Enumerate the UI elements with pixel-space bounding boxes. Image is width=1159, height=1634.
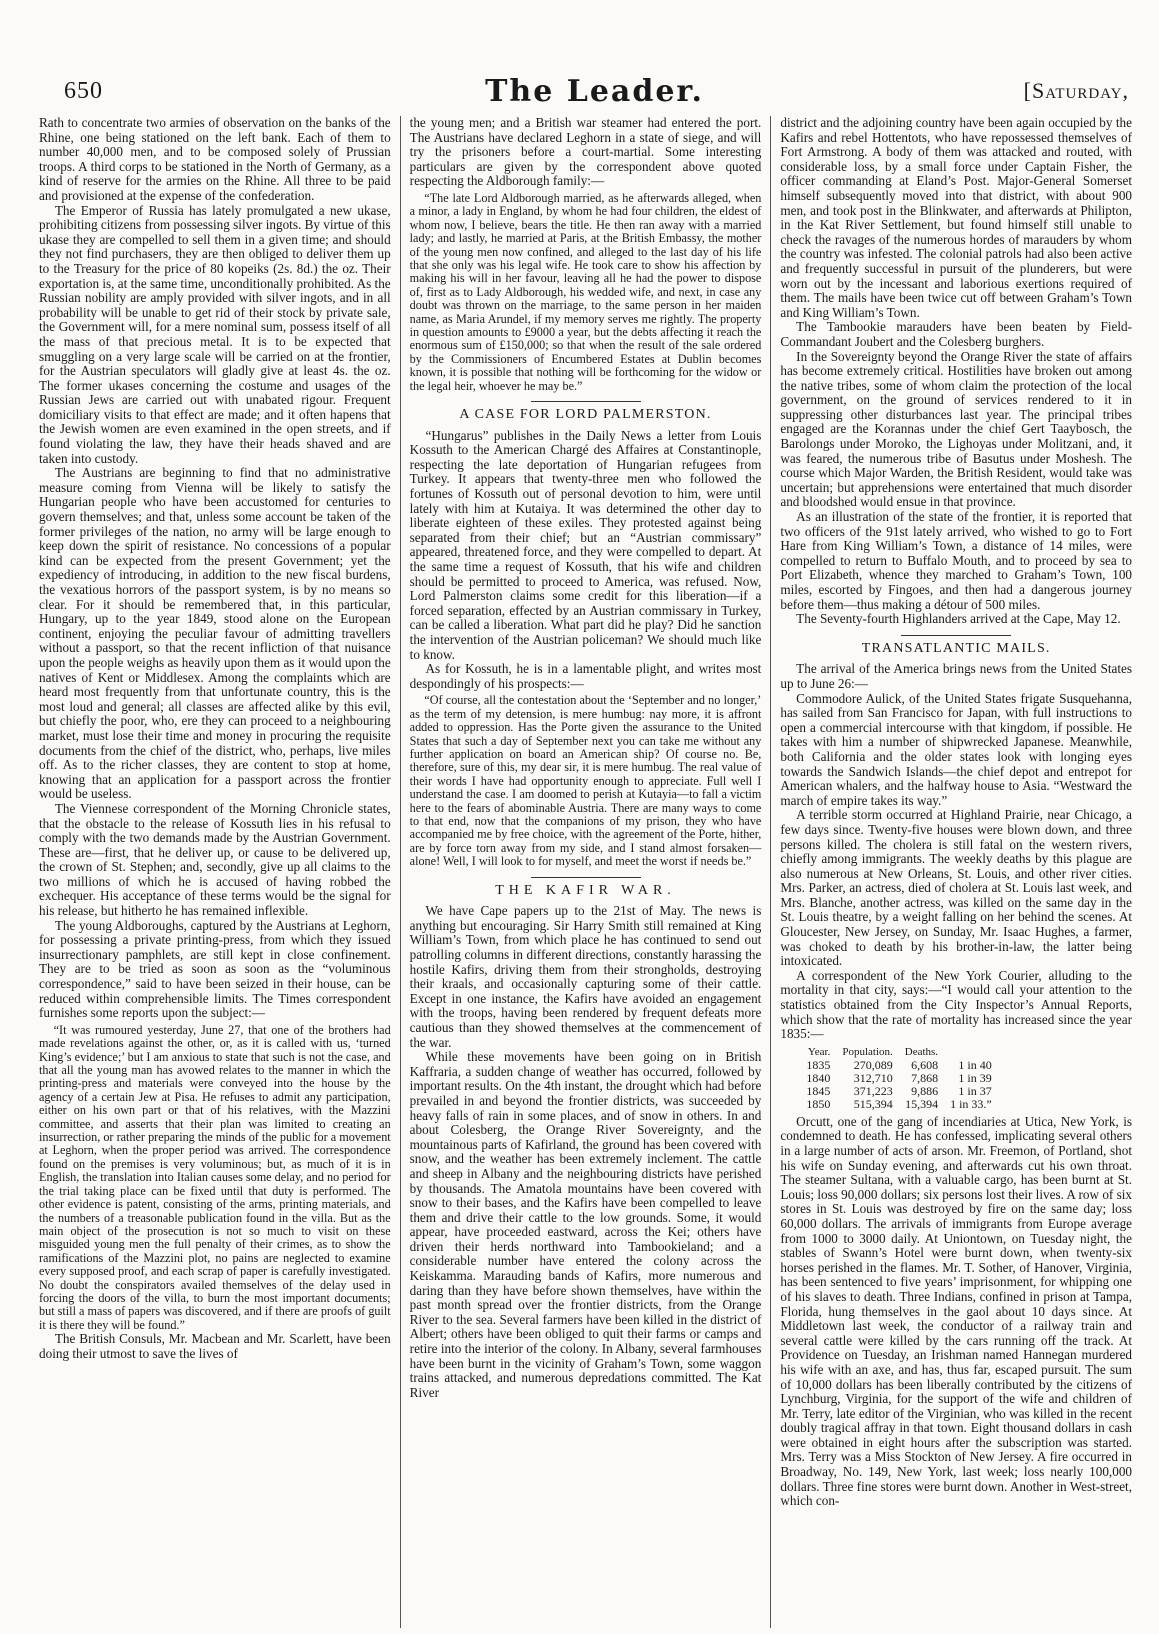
- article-paragraph: the young men; and a British war steamer had entered the port. The Austrians have declared Leghorn in a state of siege, and will try the prisoners before a court-martial. Some interesting particulars are given by the correspondent above quoted respecting the Aldborough family:—: [409, 116, 762, 189]
- article-columns: [30, 116, 1141, 1628]
- article-paragraph: “Hungarus” publishes in the Daily News a letter from Louis Kossuth to the American Chargé des Affaires at Constantinople, respecting the late deportation of Hungarian refugees from Turkey. It appears that twenty-three men who followed the fortunes of Kossuth out of personal devotion to him, were until lately with him at Kutaiya. It was determined the other day to liberate eighteen of these exiles. They protested against being separated from their chief; but an “Austrian commissary” appeared, threatened force, and they were compelled to depart. At the same time a request of Kossuth, that his wife and children should be permitted to proceed to America, was refused. Now, Lord Palmerston claims some credit for this liberation—if a forced separation, effected by an Austrian commissary in Turkey, can be called a liberation. What part did he play? Did he sanction the intervention of the Austrian policeman? We should much like to know.: [409, 427, 762, 662]
- article-paragraph: district and the adjoining country have been again occupied by the Kafirs and rebel Hottentots, who have repossessed themselves of Fort Armstrong. A body of them was attacked and routed, with considerable loss, by a small force under Captain Fisher, the officer commanding at Eland’s Post. Major-General Somerset himself subsequently moved into that district, with about 900 men, and took post in the Blinkwater, and afterwards at Philipton, in the Kat River Settlement, but found himself still unable to check the ravages of the numerous hordes of marauders by whom the country was infested. The colonial patrols had also been active and frequently successful in pursuit of the plunderers, but were worn out by the incessant and laborious exertions required of them. The mails have been twice cut off between Graham’s Town and King William’s Town.: [780, 116, 1133, 320]
- article-paragraph: The Tambookie marauders have been beaten by Field-Commandant Joubert and the Colesberg burghers.: [780, 319, 1133, 349]
- article-paragraph: Orcutt, one of the gang of incendiaries at Utica, New York, is condemned to death. He has confessed, implicating several others in a large number of acts of arson. Mr. Freemon, of Portland, shot his wife on Sunday evening, and afterwards cut his own throat. The steamer Sultana, with a valuable cargo, has been burnt at St. Louis; loss 90,000 dollars; six persons lost their lives. A row of six stores in St. Louis was destroyed by fire on the same day; loss 60,000 dollars. The arrivals of immigrants from Europe average from 1000 to 3000 daily. At Uniontown, on Tuesday night, the stables of Swann’s Hotel were burnt down, when twenty-six horses perished in the flames. Mr. T. Sother, of Hanover, Virginia, has been sentenced to five years’ imprisonment, for whipping one of his slaves to death. Three Indians, confined in prison at Tampa, Florida, hung themselves in the gaol about 10 days since. At Middletown last week, the conductor of a railway train and several cattle were killed by the cars running off the track. At Providence on Tuesday, an Irishman named Hannegan murdered his wife with an axe, and has, thus far, escaped pursuit. The sum of 10,000 dollars has been liberally contributed by the citizens of Lynchburg, Virginia, for the support of the wife and children of Mr. Terry, late editor of the Virginian, who was killed in the recent doubly tragical affray in that town. Eight thousand dollars in cash were obtained in eight hours after the subscription was started. Mrs. Terry was a Miss Stockton of New Jersey. A fire occurred in Broadway, No. 149, New York, last week; loss nearly 100,000 dollars. Three fine stores were burnt down. Another in West-street, which con-: [780, 1113, 1133, 1509]
- article-paragraph: The Austrians are beginning to find that no administrative measure coming from Vienna will be likely to satisfy the Hungarian people who have been accustomed for centuries to govern themselves; and that, unless some account be taken of the former privileges of the nation, no army will be large enough to keep down the spirit of resistance. No concessions of a popular kind can be expected from the present Government; yet the expediency of introducing, in addition to the new fiscal burdens, the vexatious horrors of the passport system, is by no means so clear. For it should be remembered that, in this particular, Hungary, up to the year 1849, stood alone on the European continent, enjoying the peculiar favour of admitting travellers without a passport, so that the recent infliction of that nuisance upon the people weighs as heavily upon them as it would upon the natives of Kent or Middlesex. Among the complaints which are heard most frequently from that unfortunate country, this is the most loud and general; all classes are affected alike by this evil, but chiefly the poor, who, ere they can proceed to a neighbouring market, must lose their time and money in procuring the requisite documents from the chief of the district, who, perhaps, live miles off. As to the richer classes, they are content to stop at home, knowing that an application for a passport across the frontier would be useless.: [39, 465, 391, 802]
- table-row: [800, 1085, 997, 1098]
- table-cell: 1 in 33.”: [950, 1096, 992, 1111]
- article-paragraph: The Emperor of Russia has lately promulgated a new ukase, prohibiting citizens from possessing silver ingots. By virtue of this ukase they are compelled to sell them in a given time; and should they not find purchasers, they are then obliged to deliver them up to the Treasury for the price of 80 kopeiks (2s. 8d.) the oz. Their exportation is, at the same time, unconditionally prohibited. As the Russian nobility are amply provided with silver ingots, and in all probability will be unable to get rid of their stock by private sale, the Government will, for a mere nominal sum, possess itself of all the mass of that precious metal. It is to be expected that smuggling on a very large scale will be carried on at the frontier, for the Austrian speculators will gladly give at least 4s. the oz. The former ukases concerning the costume and usages of the Russian Jews are carried out with unabated rigour. Frequent domiciliary visits to that effect are made; and it often hapens that the Jewish women are even examined in the open streets, and if found violating the law, they have their heads shaved and are taken into custody.: [39, 202, 391, 466]
- table-cell: 371,223: [853, 1083, 893, 1098]
- page-header: [60, 74, 1129, 114]
- section-heading: TRANSATLANTIC MAILS.: [861, 640, 1051, 656]
- table-header: Population.: [842, 1045, 893, 1058]
- table-cell: 1840: [806, 1070, 831, 1085]
- article-paragraph: The young Aldboroughs, captured by the Austrians at Leghorn, for possessing a private printing-press, from which they issued insurrectionary pamphlets, are still kept in close confinement. They are to be tried as soon as soon as the “voluminous correspondence,” said to have been seized in their house, can be reduced within comprehensible limits. The Times correspondent furnishes some reports upon the subject:—: [39, 917, 391, 1021]
- table-row: [800, 1098, 997, 1111]
- section-divider: [531, 877, 641, 878]
- table-cell: 7,868: [911, 1070, 939, 1085]
- table-cell: 15,394: [905, 1096, 939, 1111]
- table-cell: 1845: [806, 1083, 831, 1098]
- article-paragraph: The Viennese correspondent of the Morning Chronicle states, that the obstacle to the release of Kossuth lies in his refusal to comply with the two demands made by the Austrian Government. These are—first, that he deliver up, or cause to be delivered up, the crown of St. Stephen; and, secondly, give up all claims to the two millions of which he is accused of having robbed the exchequer. His acceptance of these terms would be the signal for his release, but hitherto he has remained inflexible.: [39, 800, 391, 919]
- article-paragraph: A terrible storm occurred at Highland Prairie, near Chicago, a few days since. Twenty-five houses were blown down, and three persons killed. The cholera is still fatal on the western rivers, chiefly among immigrants. The weekly deaths by this plague are also numerous at New Orleans, St. Louis, and other river cities. Mrs. Parker, an actress, died of cholera at St. Louis last week, and Mrs. Blanche, another actress, was killed on the same day in the St. Louis theatre, by a weight falling on her behind the scenes. At Gloucester, New Jersey, on Sunday, Mr. Isaac Hughes, a farmer, was choked to death by his brother-in-law, the latter being intoxicated.: [780, 807, 1133, 969]
- section-divider: [531, 401, 641, 402]
- section-heading: A CASE FOR LORD PALMERSTON.: [459, 407, 712, 423]
- article-paragraph: In the Sovereignty beyond the Orange River the state of affairs has become extremely critical. Hostilities have broken out among the native tribes, some of whom claim the protection of the local government, on the ground of services rendered to it in suppressing other disturbances last year. The principal tribes engaged are the Korannas under the chief Gert Taaybosch, the Barolongs under Moroko, the Lighoyas under Molitzani, and, it was feared, the numerous tribe of Basutus under Moshesh. The course which Major Warden, the British Resident, would take was uncertain; but apprehensions were entertained that much disorder and bloodshed would ensue in that province.: [780, 348, 1133, 510]
- table-cell: 270,089: [853, 1057, 893, 1072]
- table-row: [800, 1072, 997, 1085]
- article-paragraph: A correspondent of the New York Courier, alluding to the mortality in that city, says:—“I would call your attention to the statistics obtained from the City Inspector’s Annual Reports, which show that the rate of mortality has increased since the year 1835:—: [780, 967, 1133, 1042]
- table-cell: 6,608: [911, 1057, 939, 1072]
- table-header: [944, 1046, 998, 1059]
- article-paragraph: We have Cape papers up to the 21st of May. The news is anything but encouraging. Sir Harry Smith still remained at King William’s Town, from which place he has continued to send out patrolling columns in different directions, constantly harassing the hostile Kafirs, driving them from their strongholds, destroying their kraals, and occasionally capturing some of their cattle. Except in one instance, the Kafirs have avoided an engagement with the troops, having been rendered by frequent defeats more cautious than they showed themselves at the commencement of the war.: [409, 903, 762, 1050]
- article-paragraph: As an illustration of the state of the frontier, it is reported that two officers of the 91st lately arrived, who wished to go to Fort Hare from King William’s Town, a distance of 14 miles, were compelled to return to Buffalo Mouth, and to proceed by sea to Port Elizabeth, whence they marched to Graham’s Town, 100 miles, escorted by Fingoes, and then had a dangerous journey before them—thus making a détour of 500 miles.: [780, 509, 1133, 612]
- quoted-letter: “Of course, all the contestation about the ‘September and no longer,’ as the term of my detension, is mere humbug: nay more, it is affront added to oppression. Has the Porte given the assurance to the United States that such a day of September next you can take me without any further application on board an American ship? Of course no. Be, therefore, sure of this, my dear sir, it is mere humbug. The real value of their words I have had opportunity enough to appreciate. Full well I understand the case. I am doomed to perish at Kutayia—to fall a victim here to the fears of abominable Austria. There are many ways to come to that end, now that the companions of my prison, they who have accompanied me by free choice, with the agreement of the Porte, hither, are by force torn away from my side, and I stand almost forsaken—alone! Well, I will look to for myself, and meet the worst if needs be.”: [409, 693, 762, 869]
- quoted-letter: “It was rumoured yesterday, June 27, that one of the brothers had made revelations against the other, or, as it is called with us, ‘turned King’s evidence;’ but I am anxious to state that such is not the case, and that all the young man has avowed relates to the manner in which the printing-press and materials were conveyed into the house by the agency of a certain Jew at Pisa. He refuses to admit any participation, either on his own part or that of his relatives, with the Mazzini committee, and asserts that their plan was limited to creating an insurrection, or rather preparing the minds of the public for a movement at Leghorn, when the proper period was arrived. The correspondence found on the premises is very voluminous; but, as much of it is in English, the translation into Italian causes some delay, and no period for the trial taking place can be fixed until that duty is performed. The other evidence is patent, consisting of the arms, printing materials, and the numbers of a treasonable publication found in the villa. But as the main object of the prosecution is not so much to visit on these misguided young men the full penalty of their crimes, as to show the ramifications of the Mazzini plot, no pains are neglected to examine every supposed proof, and each scrap of paper is carefully investigated. No doubt the conspirators availed themselves of the delay used in forcing the doors of the villa, to burn the most important documents; but still a mass of papers was discovered, and if there are proofs of guilt it is there they will be found.”: [39, 1022, 391, 1332]
- table-cell: 1835: [806, 1057, 831, 1072]
- table-cell: 515,394: [853, 1096, 893, 1111]
- article-paragraph: The Seventy-fourth Highlanders arrived at the Cape, May 12.: [796, 611, 1121, 627]
- article-paragraph: The British Consuls, Mr. Macbean and Mr. Scarlett, have been doing their utmost to save the lives of: [39, 1331, 391, 1361]
- section-heading: THE KAFIR WAR.: [495, 882, 676, 898]
- table-cell: 312,710: [853, 1070, 893, 1085]
- article-paragraph: Commodore Aulick, of the United States frigate Susquehanna, has sailed from San Francisco for Japan, with full instructions to open a commercial intercourse with that kingdom, if possible. He takes with him a number of shipwrecked Japanese. Meanwhile, both California and the older states look with longing eyes towards the Sandwich Islands—the chief depot and entrepot for American whalers, and the halfway house to Asia. “Westward the march of empire takes its way.”: [780, 690, 1133, 808]
- article-paragraph: The arrival of the America brings news from the United States up to June 26:—: [780, 661, 1133, 691]
- article-paragraph: While these movements have been going on in British Kaffraria, a sudden change of weather has occurred, followed by important results. On the 4th instant, the drought which had before prevailed in and beyond the frontier districts, was succeeded by heavy falls of rain in some places, and of snow in others. In and about Colesberg, the Orange River Sovereignty, and the mountainous parts of Kafirland, the ground has been covered with snow, and the weather has been extremely inclement. The cattle and sheep in Albany and the neighbouring districts have perished by thousands. The Amatola mountains have been covered with snow to their bases, and the Kafirs have been compelled to leave them and drive their cattle to the low grounds. Some, it would appear, have proceeded eastward, across the Kei; others have driven their herds northward into Tambookieland; and a considerable number have entered the colony across the Keiskamma. Marauding bands of Kafirs, more numerous and daring than they have before shown themselves, have within the past month spread over the frontier districts, from the Orange River to the sea. Several farmers have been killed in the district of Albert; others have been obliged to quit their farms or camps and retire into the interior of the colony. In Albany, several farmhouses have been burnt in the vicinity of Graham’s Town, some waggon trains attacked, and numerous depredations committed. The Kat River: [409, 1049, 762, 1400]
- table-cell: 9,886: [911, 1083, 939, 1098]
- column-1: [30, 116, 400, 1628]
- column-2: [400, 116, 771, 1628]
- quoted-letter: “The late Lord Aldborough married, as he afterwards alleged, when a minor, a lady in England, by whom he had four children, the eldest of whom now, I believe, bears the title. He then ran away with a married lady; and lastly, he married at Paris, at the British Embassy, the mother of the young men now confined, and alleged to the last day of his life that she only was his legal wife. He took care to show his affection by making his will in her favour, leaving all he had the power to dispose of, first as to Lady Aldborough, his wedded wife, and next, in case any doubt was thrown on the marriage, to the same person in her maiden name, as Maria Arundel, if my memory serves me rightly. The property in question amounts to £9000 a year, but the debts affecting it reach the enormous sum of £150,000; so that when the result of the sale ordered by the Commissioners of Encumbered Estates at Dublin becomes known, it is possible that nothing will be forthcoming for the widow or the legal heir, whoever he may be.”: [409, 190, 762, 393]
- table-cell: 1850: [806, 1096, 831, 1111]
- article-paragraph: Rath to concentrate two armies of observation on the banks of the Rhine, one being stationed on the left bank. Each of them to number 40,000 men, and to be composed solely of Prussian troops. A third corps to be stationed in the North of Germany, as a kind of reserve for the armies on the Rhine. All three to be paid and provisioned at the expense of the confederation.: [39, 116, 391, 203]
- table-cell: 1 in 39: [958, 1070, 992, 1085]
- section-divider: [901, 635, 1011, 636]
- table-header: Deaths.: [904, 1045, 939, 1058]
- mortality-table: [800, 1046, 997, 1111]
- table-header: Year.: [807, 1045, 831, 1058]
- page-number: 650: [64, 78, 103, 104]
- table-cell: 1 in 37: [958, 1083, 992, 1098]
- issue-day: [Saturday,: [1023, 78, 1129, 103]
- column-3: [770, 116, 1141, 1628]
- masthead-title: The Leader.: [485, 74, 704, 109]
- table-cell: 1 in 40: [958, 1057, 992, 1072]
- article-paragraph: As for Kossuth, he is in a lamentable plight, and writes most despondingly of his prospects:—: [409, 661, 762, 691]
- table-header-row: [800, 1046, 997, 1059]
- table-row: [800, 1059, 997, 1072]
